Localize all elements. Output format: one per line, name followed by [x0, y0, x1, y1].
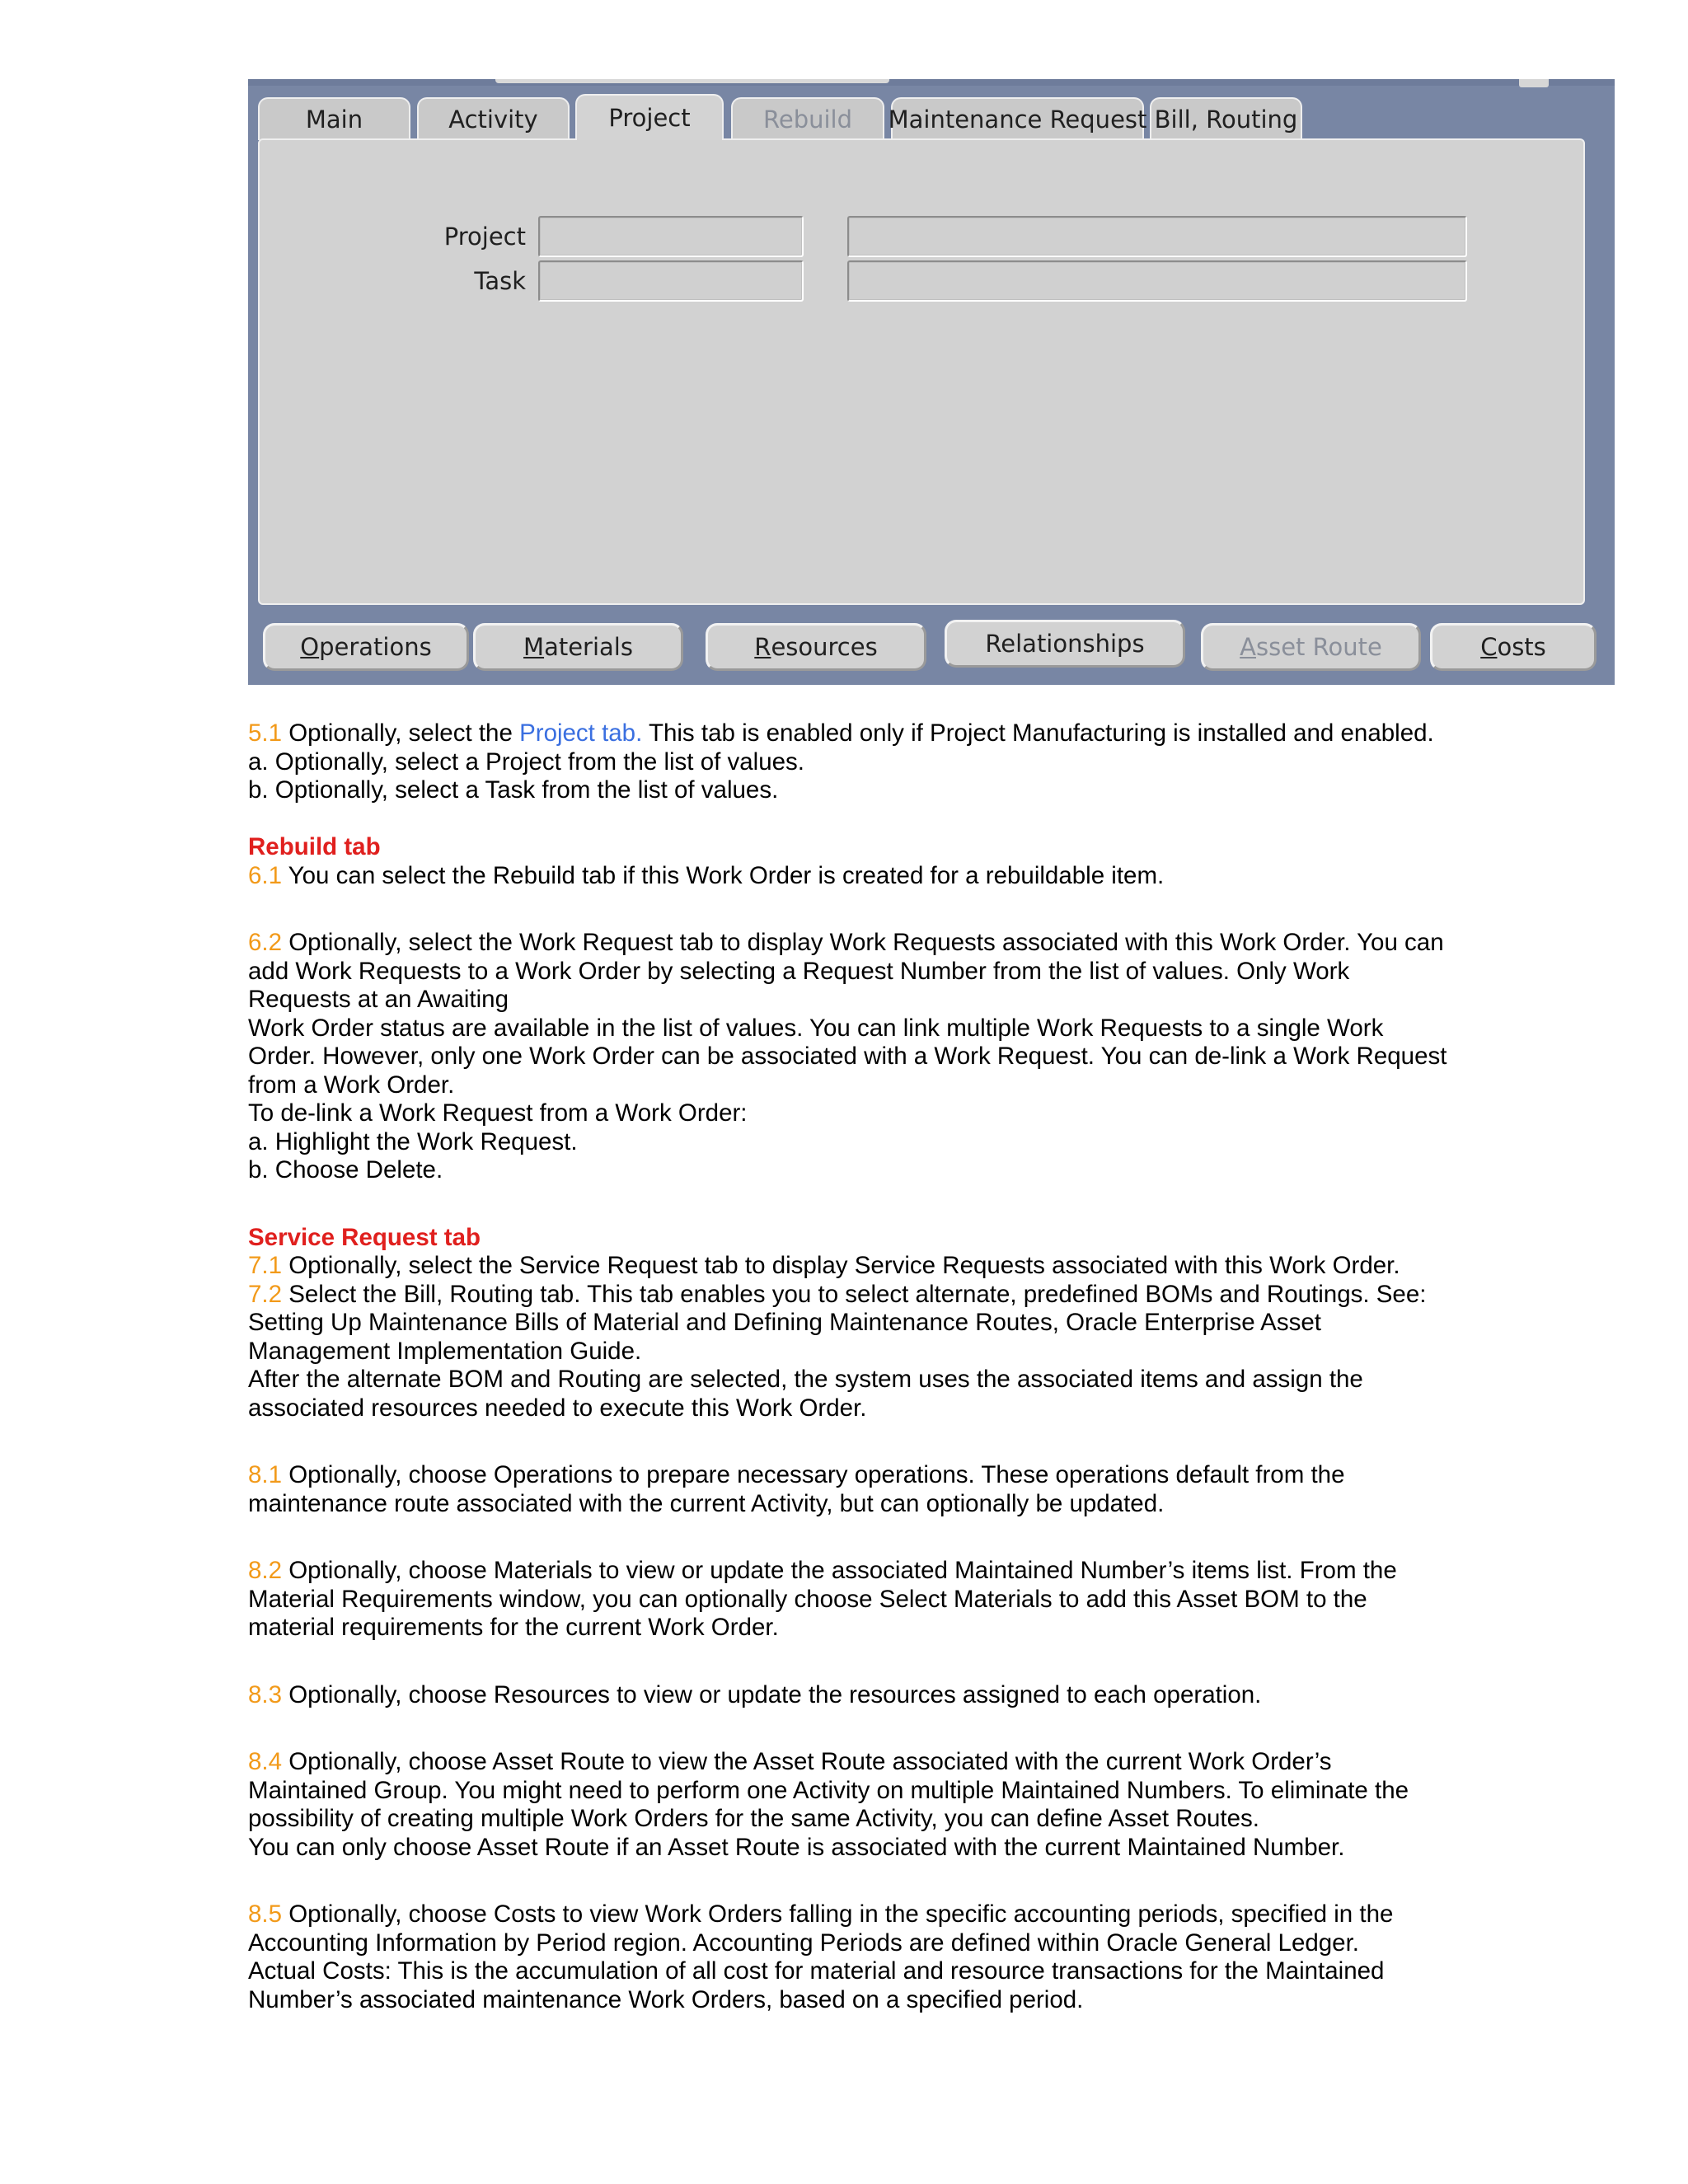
step-7-1 — [248, 1252, 1451, 1281]
tab-activity[interactable]: Activity — [417, 97, 570, 140]
step-number: 5.1 — [248, 719, 283, 747]
tab-maintenance-request[interactable]: Maintenance Request — [891, 97, 1144, 140]
step-5-1-a: a. Optionally, select a Project from the list of values. — [248, 748, 804, 776]
materials-button[interactable] — [473, 623, 683, 671]
costs-label: osts — [1497, 633, 1546, 661]
step-7-2-cont: After the alternate BOM and Routing are selected, the system uses the associated items and assign the associated resources needed to execute this Work Order. — [248, 1366, 1363, 1422]
project-input[interactable] — [538, 216, 804, 257]
step-6-2 — [248, 929, 1451, 1015]
step-6-1 — [248, 862, 1451, 891]
asset-route-button[interactable] — [1201, 623, 1421, 671]
step-text: Optionally, choose Costs to view Work Orders falling in the specific accounting periods, specified in the Accounting Information by Period region. Accounting Periods are defined within Oracle General Ledger. — [248, 1900, 1394, 1957]
step-text: Optionally, choose Operations to prepare necessary operations. These operations default from the maintenance route associated with the current Activity, but can optionally be updated. — [248, 1461, 1345, 1517]
step-text: Optionally, select the Service Request tab to display Service Requests associated with this Work Order. — [282, 1252, 1400, 1279]
service-request-tab-heading: Service Request tab — [248, 1223, 481, 1251]
materials-label: aterials — [544, 633, 633, 661]
step-text: Optionally, select the Work Request tab to display Work Requests associated with this Work Order. You can add Work Requests to a Work Order by selecting a Request Number from the list of values. Only Work Requests at an Awaiting — [248, 929, 1444, 1013]
step-5-1-b: b. Optionally, select a Task from the list of values. — [248, 776, 779, 804]
step-6-2-cont: Work Order status are available in the list of values. You can link multiple Work Requests to a single Work Order. However, only one Work Order can be associated with a Work Request. You can de-link a Work Request from a Work Order. — [248, 1014, 1447, 1099]
task-description-input[interactable] — [847, 260, 1467, 302]
step-number: 6.1 — [248, 861, 283, 889]
tab-project[interactable]: Project — [575, 94, 724, 140]
step-7-2 — [248, 1281, 1451, 1366]
step-number: 7.2 — [248, 1280, 283, 1308]
operations-label: perations — [319, 633, 432, 661]
resources-button[interactable] — [706, 623, 926, 671]
step-8-5-cont: Actual Costs: This is the accumulation of all cost for material and resource transactions for the Maintained Number’s associated maintenance Work Orders, based on a specified period. — [248, 1957, 1385, 2013]
step-number: 8.4 — [248, 1748, 283, 1775]
resources-mnemonic: R — [754, 633, 771, 661]
step-text: Optionally, choose Resources to view or update the resources assigned to each operation. — [282, 1680, 1262, 1708]
step-8-2 — [248, 1557, 1451, 1643]
step-8-3 — [248, 1681, 1451, 1710]
step-5-1 — [248, 719, 1451, 748]
step-8-1 — [248, 1461, 1451, 1518]
step-text: Select the Bill, Routing tab. This tab enables you to select alternate, predefined BOMs and Routings. See: Setting Up Maintenance Bills of Material and Defining Maintenance Routes, Oracle Enterprise Asset Management Implementation Guide. — [248, 1280, 1427, 1365]
step-text: This tab is enabled only if Project Manufacturing is installed and enabled. — [642, 719, 1434, 747]
step-text: You can select the Rebuild tab if this Work Order is created for a rebuildable item. — [282, 861, 1165, 889]
step-text: Optionally, choose Asset Route to view the Asset Route associated with the current Work Order’s Maintained Group. You might need to perform one Activity on multiple Maintained Numbers. To eliminate the possibility of creating multiple Work Orders for the same Activity, you can define Asset Routes. — [248, 1748, 1409, 1832]
rebuild-tab-heading: Rebuild tab — [248, 833, 381, 860]
relationships-label: Relationships — [985, 630, 1145, 658]
project-tab-link[interactable]: Project tab. — [519, 719, 643, 747]
step-8-5 — [248, 1900, 1451, 1957]
operations-button[interactable] — [263, 623, 469, 671]
resources-label: esources — [771, 633, 878, 661]
step-number: 6.2 — [248, 929, 283, 956]
step-6-2-delink-intro: To de-link a Work Request from a Work Order: — [248, 1099, 748, 1127]
form-top-field — [495, 79, 889, 83]
task-input[interactable] — [538, 260, 804, 302]
costs-mnemonic: C — [1480, 633, 1498, 661]
step-number: 7.1 — [248, 1252, 283, 1279]
project-field-label: Project — [443, 223, 526, 251]
step-number: 8.5 — [248, 1900, 283, 1928]
project-description-input[interactable] — [847, 216, 1467, 257]
form-top-scroll-box — [1519, 79, 1549, 87]
tab-rebuild[interactable]: Rebuild — [731, 97, 884, 140]
step-8-4-cont: You can only choose Asset Route if an Asset Route is associated with the current Maintained Number. — [248, 1833, 1345, 1861]
step-number: 8.3 — [248, 1680, 283, 1708]
costs-button[interactable] — [1430, 623, 1597, 671]
step-text: Optionally, choose Materials to view or update the associated Maintained Number’s items list. From the Material Requirements window, you can optionally choose Select Materials to add this Asset BOM to the material requirements for the current Work Order. — [248, 1557, 1397, 1641]
relationships-button[interactable] — [945, 620, 1185, 668]
step-number: 8.1 — [248, 1461, 283, 1488]
materials-mnemonic: M — [523, 633, 545, 661]
instructions-text — [248, 719, 1451, 2014]
work-order-form-screenshot — [248, 79, 1615, 685]
step-6-2-b: b. Choose Delete. — [248, 1156, 443, 1183]
operations-mnemonic: O — [300, 633, 320, 661]
asset-route-label: sset Route — [1256, 633, 1382, 661]
form-top-edge — [248, 79, 1615, 86]
tab-bill-routing[interactable]: Bill, Routing — [1150, 97, 1302, 140]
asset-route-mnemonic: A — [1240, 633, 1256, 661]
step-8-4 — [248, 1748, 1451, 1834]
task-field-label: Task — [474, 267, 526, 295]
tab-main[interactable]: Main — [258, 97, 410, 140]
step-number: 8.2 — [248, 1557, 283, 1584]
step-text: Optionally, select the — [282, 719, 520, 747]
step-6-2-a: a. Highlight the Work Request. — [248, 1127, 578, 1155]
project-tab-panel — [258, 138, 1585, 605]
